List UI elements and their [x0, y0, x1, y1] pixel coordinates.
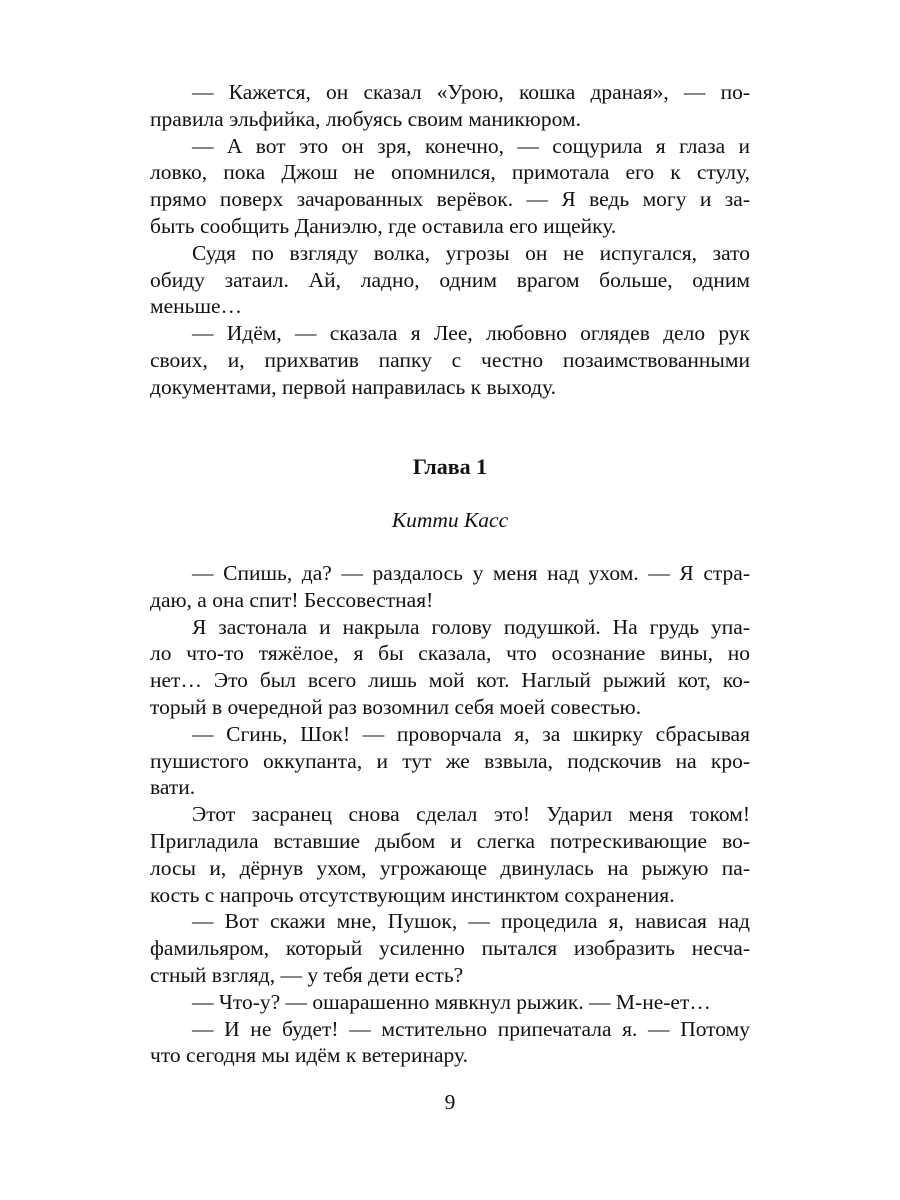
- text-line: что сегодня мы идём к ветеринару.: [150, 1043, 468, 1068]
- text-line: — Кажется, он сказал «Урою, кошка драная», — по-: [192, 80, 750, 104]
- text-line: Этот засранец снова сделал это! Ударил меня током!: [192, 802, 750, 827]
- text-line: торый в очередной раз возомнил себя моей совестью.: [150, 694, 642, 719]
- text-line: Я застонала и накрыла голову подушкой. На грудь упа-: [192, 614, 750, 639]
- text-line: нет… Это был всего лишь мой кот. Наглый рыжий кот, ко-: [150, 668, 750, 693]
- text-line: — А вот это он зря, конечно, — сощурила я глаза и: [192, 133, 750, 158]
- text-line: документами, первой направилась к выходу.: [150, 374, 557, 399]
- text-line: — Идём, — сказала я Лее, любовно оглядев дело рук: [192, 321, 750, 346]
- text-line: стный взгляд, — у тебя дети есть?: [150, 962, 464, 987]
- chapter-title: Глава 1: [412, 454, 488, 479]
- text-line: — Спишь, да? — раздалось у меня над ухом. — Я стра-: [192, 561, 750, 585]
- text-line: лосы и, дёрнув ухом, угрожающе двинулась на рыжую па-: [150, 855, 750, 880]
- chapter-author: Китти Касс: [391, 508, 509, 532]
- text-line: обиду затаил. Ай, ладно, одним врагом больше, одним: [150, 267, 750, 292]
- text-line: пушистого оккупанта, и тут же взвыла, подскочив на кро-: [150, 748, 750, 773]
- text-block-bottom: [150, 560, 750, 1069]
- text-line: — Сгинь, Шок! — проворчала я, за шкирку сбрасывая: [192, 721, 750, 746]
- text-line: фамильяром, который усиленно пытался изобразить несча-: [150, 936, 750, 961]
- text-line: — И не будет! — мстительно припечатала я. — Потому: [192, 1016, 750, 1041]
- text-line: ло что-то тяжёлое, я бы сказала, что осознание вины, но: [150, 641, 750, 666]
- text-line: даю, а она спит! Бессовестная!: [150, 587, 434, 612]
- text-line: вати.: [150, 775, 196, 800]
- text-line: ловко, пока Джош не опомнился, примотала его к стулу,: [150, 160, 750, 185]
- text-line: Пригладила вставшие дыбом и слегка потрескивающие во-: [150, 828, 750, 853]
- text-line: быть сообщить Даниэлю, где оставила его ищейку.: [150, 213, 617, 238]
- text-line: меньше…: [150, 294, 243, 319]
- text-line: своих, и, прихватив папку с честно позаимствованными: [150, 347, 750, 372]
- text-line: — Вот скажи мне, Пушок, — процедила я, нависая над: [192, 909, 750, 934]
- text-line: правила эльфийка, любуясь своим маникюром.: [150, 106, 581, 131]
- page-number: 9: [444, 1090, 456, 1114]
- text-line: — Что-у? — ошарашенно мявкнул рыжик. — М-не-ет…: [192, 989, 711, 1014]
- text-line: Судя по взгляду волка, угрозы он не испугался, зато: [192, 240, 750, 265]
- text-line: кость с напрочь отсутствующим инстинктом сохранения.: [150, 882, 675, 907]
- text-line: прямо поверх зачарованных верёвок. — Я ведь могу и за-: [150, 187, 750, 212]
- text-block-top: [150, 79, 750, 401]
